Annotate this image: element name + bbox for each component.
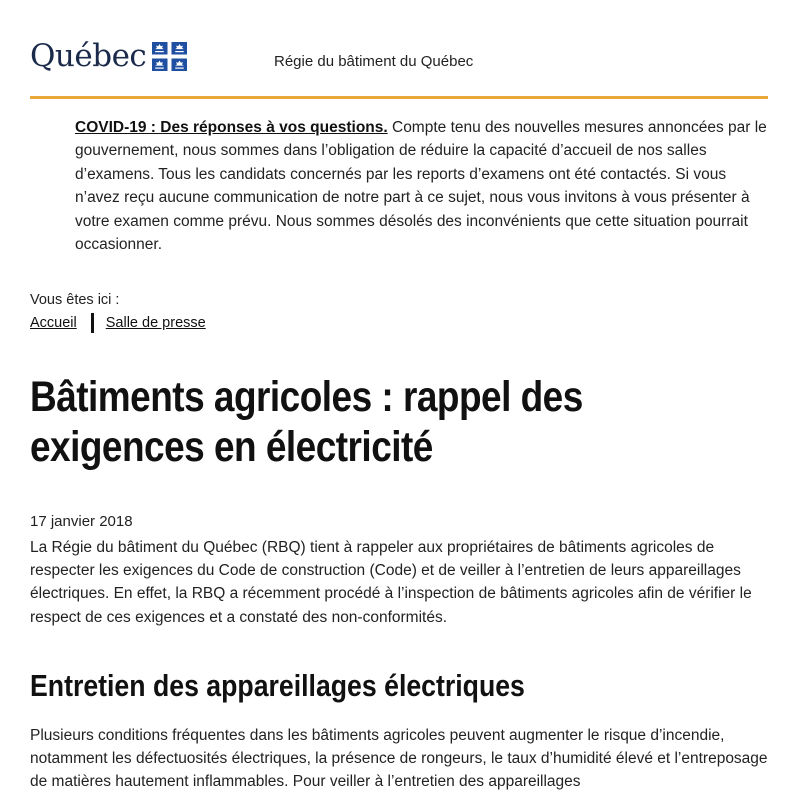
logo-wordmark: Québec	[30, 38, 147, 74]
notice-text: Compte tenu des nouvelles mesures annoncées par le gouvernement, nous sommes dans l’obligation de réduire la capacité d’accueil de nos salles d’examens. Tous les candidats concernés par les reports d’examens ont été contactés. Si vous n’avez reçu aucune communication de notre part à ce sujet, nous vous invitons à vous présenter à votre examen comme prévu. Nous sommes désolés des inconvénients que cette situation pourrait occasionner.	[75, 119, 767, 254]
section-paragraph: Plusieurs conditions fréquentes dans les bâtiments agricoles peuvent augmenter le risque d’incendie, notamment les défectuosités électriques, la présence de rongeurs, le taux d’humidité élevé et l’entreposage de matières hautement inflammables. Pour veiller à l’entretien des appareillages	[30, 727, 768, 791]
breadcrumb-press-link[interactable]: Salle de presse	[105, 315, 206, 331]
site-header	[30, 38, 770, 98]
article-intro: La Régie du bâtiment du Québec (RBQ) tient à rappeler aux propriétaires de bâtiments agricoles de respecter les exigences du Code de construction (Code) et de veiller à l’entretien de leurs appareillages électriques. En effet, la RBQ a récemment procédé à l’inspection de bâtiments agricoles afin de vérifier le respect de ces exigences et a constaté des non-conformités.	[30, 539, 752, 626]
breadcrumb-separator	[91, 313, 94, 333]
quebec-logo[interactable]	[30, 38, 187, 74]
breadcrumb	[30, 313, 206, 333]
page-title: Bâtiments agricoles : rappel des exigences en électricité	[30, 373, 583, 471]
org-name: Régie du bâtiment du Québec	[274, 53, 474, 70]
breadcrumb-home-link[interactable]: Accueil	[30, 315, 77, 331]
header-divider	[30, 96, 768, 99]
section-title: Entretien des appareillages électriques	[30, 668, 525, 703]
quebec-flag-icon	[152, 42, 187, 71]
covid-link[interactable]: COVID-19 : Des réponses à vos questions.	[75, 119, 388, 136]
article-date: 17 janvier 2018	[30, 513, 133, 530]
breadcrumb-label: Vous êtes ici :	[30, 292, 120, 308]
covid-notice	[75, 116, 775, 256]
